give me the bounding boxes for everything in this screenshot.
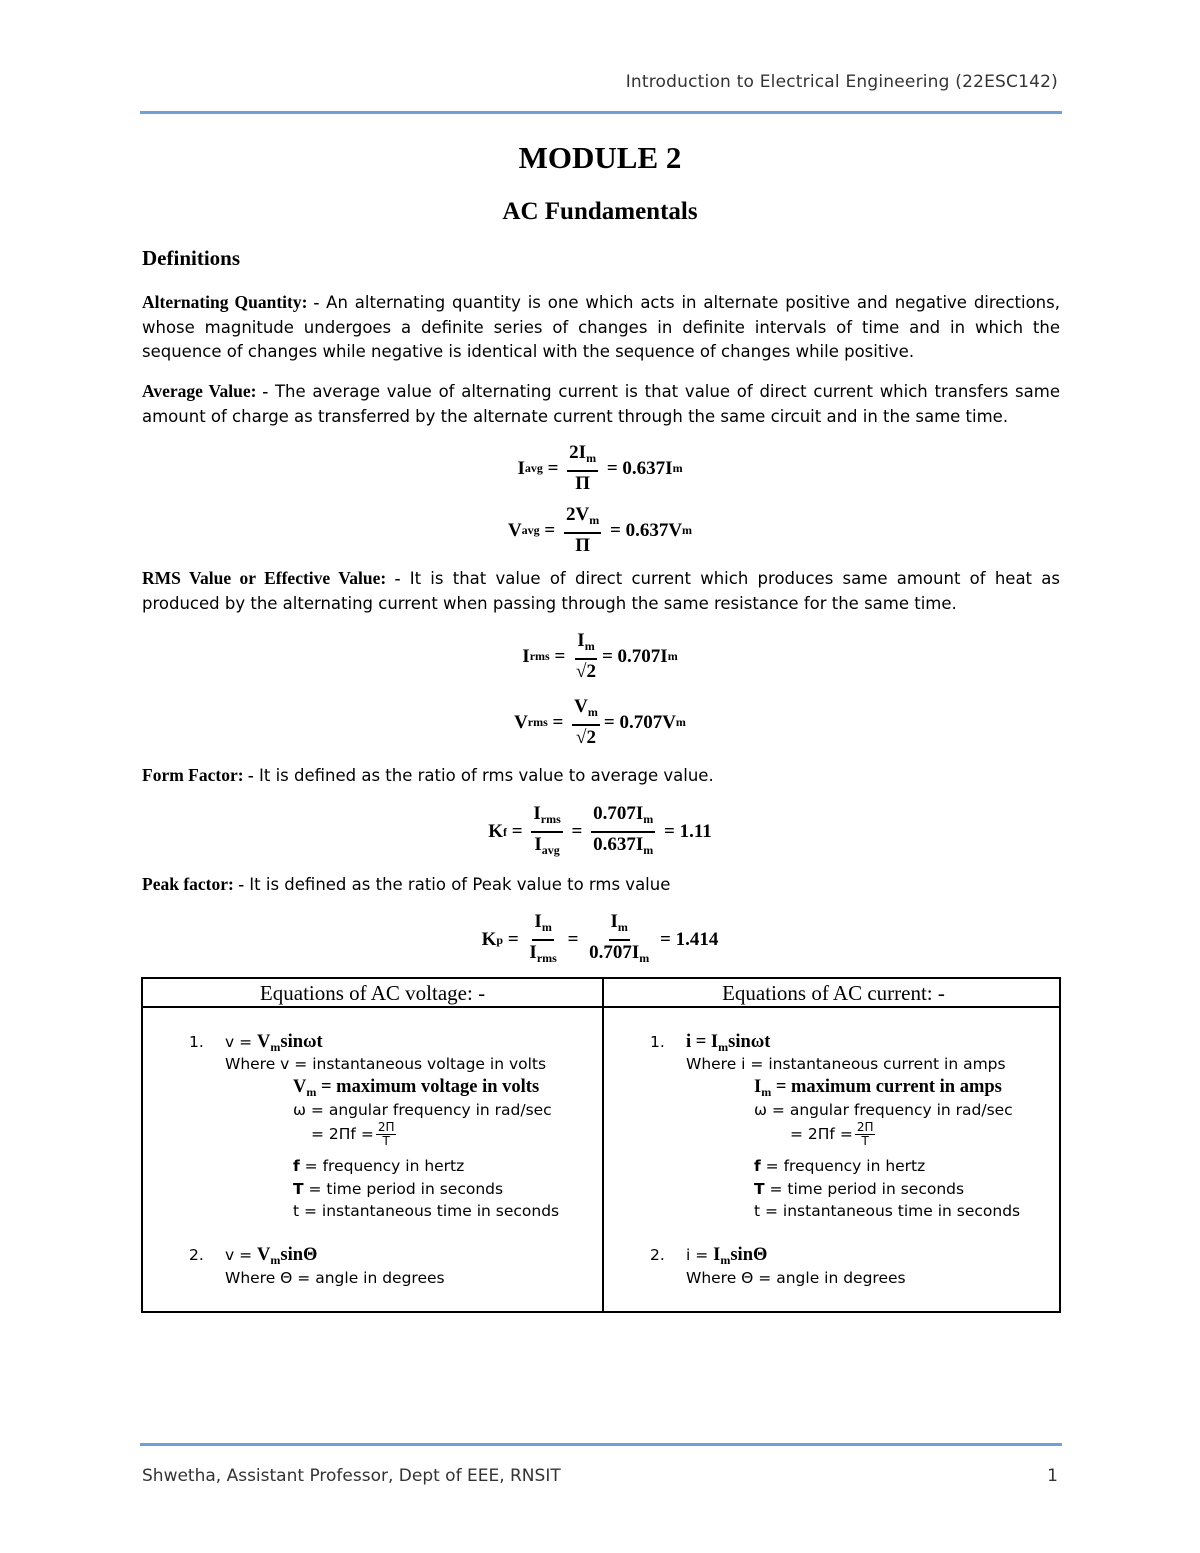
current-frequency-line: f = frequency in hertz: [754, 1157, 926, 1175]
voltage-column-heading: Equations of AC voltage: -: [259, 981, 486, 1005]
form-factor-term: Form Factor: -: [142, 765, 254, 785]
page-number: 1: [1047, 1466, 1058, 1486]
voltage-angle-line: Where Θ = angle in degrees: [225, 1269, 445, 1287]
form-factor-paragraph: [142, 763, 1060, 789]
iavg-fraction: $\frac{2I_m}{\Pi}$: [569, 442, 597, 494]
alternating-quantity-paragraph: [142, 290, 1060, 365]
peak-factor-paragraph: [142, 872, 1060, 898]
definitions-heading: Definitions: [142, 246, 241, 270]
iavg-equation: I avg = $\frac{2I_m}{\Pi}$ = 0.637I m: [517, 442, 683, 494]
vrms-equation: V rms = $\frac{V_m}{√2}$ = 0.707V m: [514, 696, 686, 748]
current-angle-line: Where Θ = angle in degrees: [686, 1269, 906, 1287]
vrms-fraction: $\frac{V_m}{√2}$: [574, 696, 598, 748]
alternating-text: An alternating quantity is one which acts in alternate positive and negative directions, whose magnitude undergoes a definite series of changes in definite intervals of time and in which the sequence of changes while negative is identical with the sequence of changes while positive.: [142, 293, 1060, 361]
current-column-heading: Equations of AC current: -: [722, 981, 945, 1005]
voltage-omega-formula: = 2Πf = $\frac{2\Pi}{T}$: [311, 1120, 395, 1148]
average-text: The average value of alternating current is that value of direct current which transfers same amount of charge as transferred by the alternate current through the same circuit and in the same time.: [142, 382, 1060, 426]
current-where-line: Where i = instantaneous current in amps: [686, 1055, 1006, 1073]
current-max-line: $I_m$ = maximum current in amps: [754, 1077, 1002, 1099]
kp-equation: K p = $\frac{I_m}{I_{rms}}$ = $\frac{I_m}{0.707I_m}$ = 1.414: [0, 911, 1200, 969]
header-rule: [140, 111, 1062, 114]
kf-fraction-2: $\frac{0.707I_m}{0.637I_m}$: [593, 803, 654, 857]
rms-term: RMS Value or Effective Value: -: [142, 568, 401, 588]
rms-text: It is that value of direct current which produces same amount of heat as produced by the alternating current when passing through the same resistance for the same time.: [142, 569, 1061, 613]
table-header-divider: [143, 1006, 1059, 1008]
voltage-period-line: T = time period in seconds: [293, 1180, 504, 1198]
ac-equations-table: Equations of AC voltage: - Equations of AC current: - 1. $v = V_m\sin\omega t$ Where v = instantaneous voltage in volts $V_m$ = maximum voltage in volts ω = angular frequency in rad/sec = 2Πf = $\frac{2\Pi}{T}$ f = frequency in hertz T = time period in seconds t = instantaneous time in seconds 2. $v = V_m\sin\Theta$ Where Θ = angle in degrees 1. $i = I_m\sin\omega t$ Where i = instantaneous current in amps $I_m$ = maximum current in amps ω = angular frequency in rad/sec = 2Πf = $\frac{2\Pi}{T}$ f = frequency in hertz T = time period in seconds t = instantaneous time in seconds 2. $i = I_m\sin\Theta$ Where Θ = angle in degrees: [141, 977, 1061, 1313]
voltage-time-line: t = instantaneous time in seconds: [293, 1202, 560, 1220]
current-omega-line: ω = angular frequency in rad/sec: [754, 1101, 1013, 1119]
table-column-divider: [602, 979, 604, 1311]
voltage-max-line: $V_m$ = maximum voltage in volts: [293, 1077, 540, 1099]
voltage-frequency-line: f = frequency in hertz: [293, 1157, 465, 1175]
irms-equation: I rms = $\frac{I_m}{√2}$ = 0.707I m: [522, 630, 678, 682]
alternating-term: Alternating Quantity: -: [142, 292, 320, 312]
voltage-omega-line: ω = angular frequency in rad/sec: [293, 1101, 552, 1119]
current-time-line: t = instantaneous time in seconds: [754, 1202, 1021, 1220]
kf-equation: K f = $\frac{I_{rms}}{I_{avg}}$ = $\frac{0.707I_m}{0.637I_m}$ = 1.11: [0, 803, 1200, 861]
peak-factor-text: It is defined as the ratio of Peak value to rms value: [244, 875, 671, 894]
page-header: Introduction to Electrical Engineering (22ESC142): [625, 72, 1058, 92]
kf-fraction-1: $\frac{I_{rms}}{I_{avg}}$: [533, 803, 561, 857]
irms-fraction: $\frac{I_m}{√2}$: [576, 630, 596, 682]
average-term: Average Value: -: [142, 381, 269, 401]
form-factor-text: It is defined as the ratio of rms value to average value.: [253, 766, 714, 785]
current-omega-formula: = 2Πf = $\frac{2\Pi}{T}$: [790, 1120, 874, 1148]
voltage-where-line: Where v = instantaneous voltage in volts: [225, 1055, 547, 1073]
average-value-paragraph: [142, 379, 1060, 429]
current-period-line: T = time period in seconds: [754, 1180, 965, 1198]
footer-rule: [140, 1443, 1062, 1446]
peak-factor-term: Peak factor: -: [142, 874, 245, 894]
vavg-fraction: $\frac{2V_m}{\Pi}$: [566, 504, 600, 556]
kp-fraction-1: $\frac{I_m}{I_{rms}}$: [529, 911, 557, 965]
module-title: MODULE 2: [518, 140, 682, 175]
page-footer-author: Shwetha, Assistant Professor, Dept of EEE, RNSIT: [142, 1466, 561, 1486]
rms-value-paragraph: [142, 566, 1060, 616]
kp-fraction-2: $\frac{I_m}{0.707I_m}$: [589, 911, 650, 965]
module-subtitle: AC Fundamentals: [502, 198, 698, 225]
vavg-equation: V avg = $\frac{2V_m}{\Pi}$ = 0.637V m: [507, 504, 693, 556]
